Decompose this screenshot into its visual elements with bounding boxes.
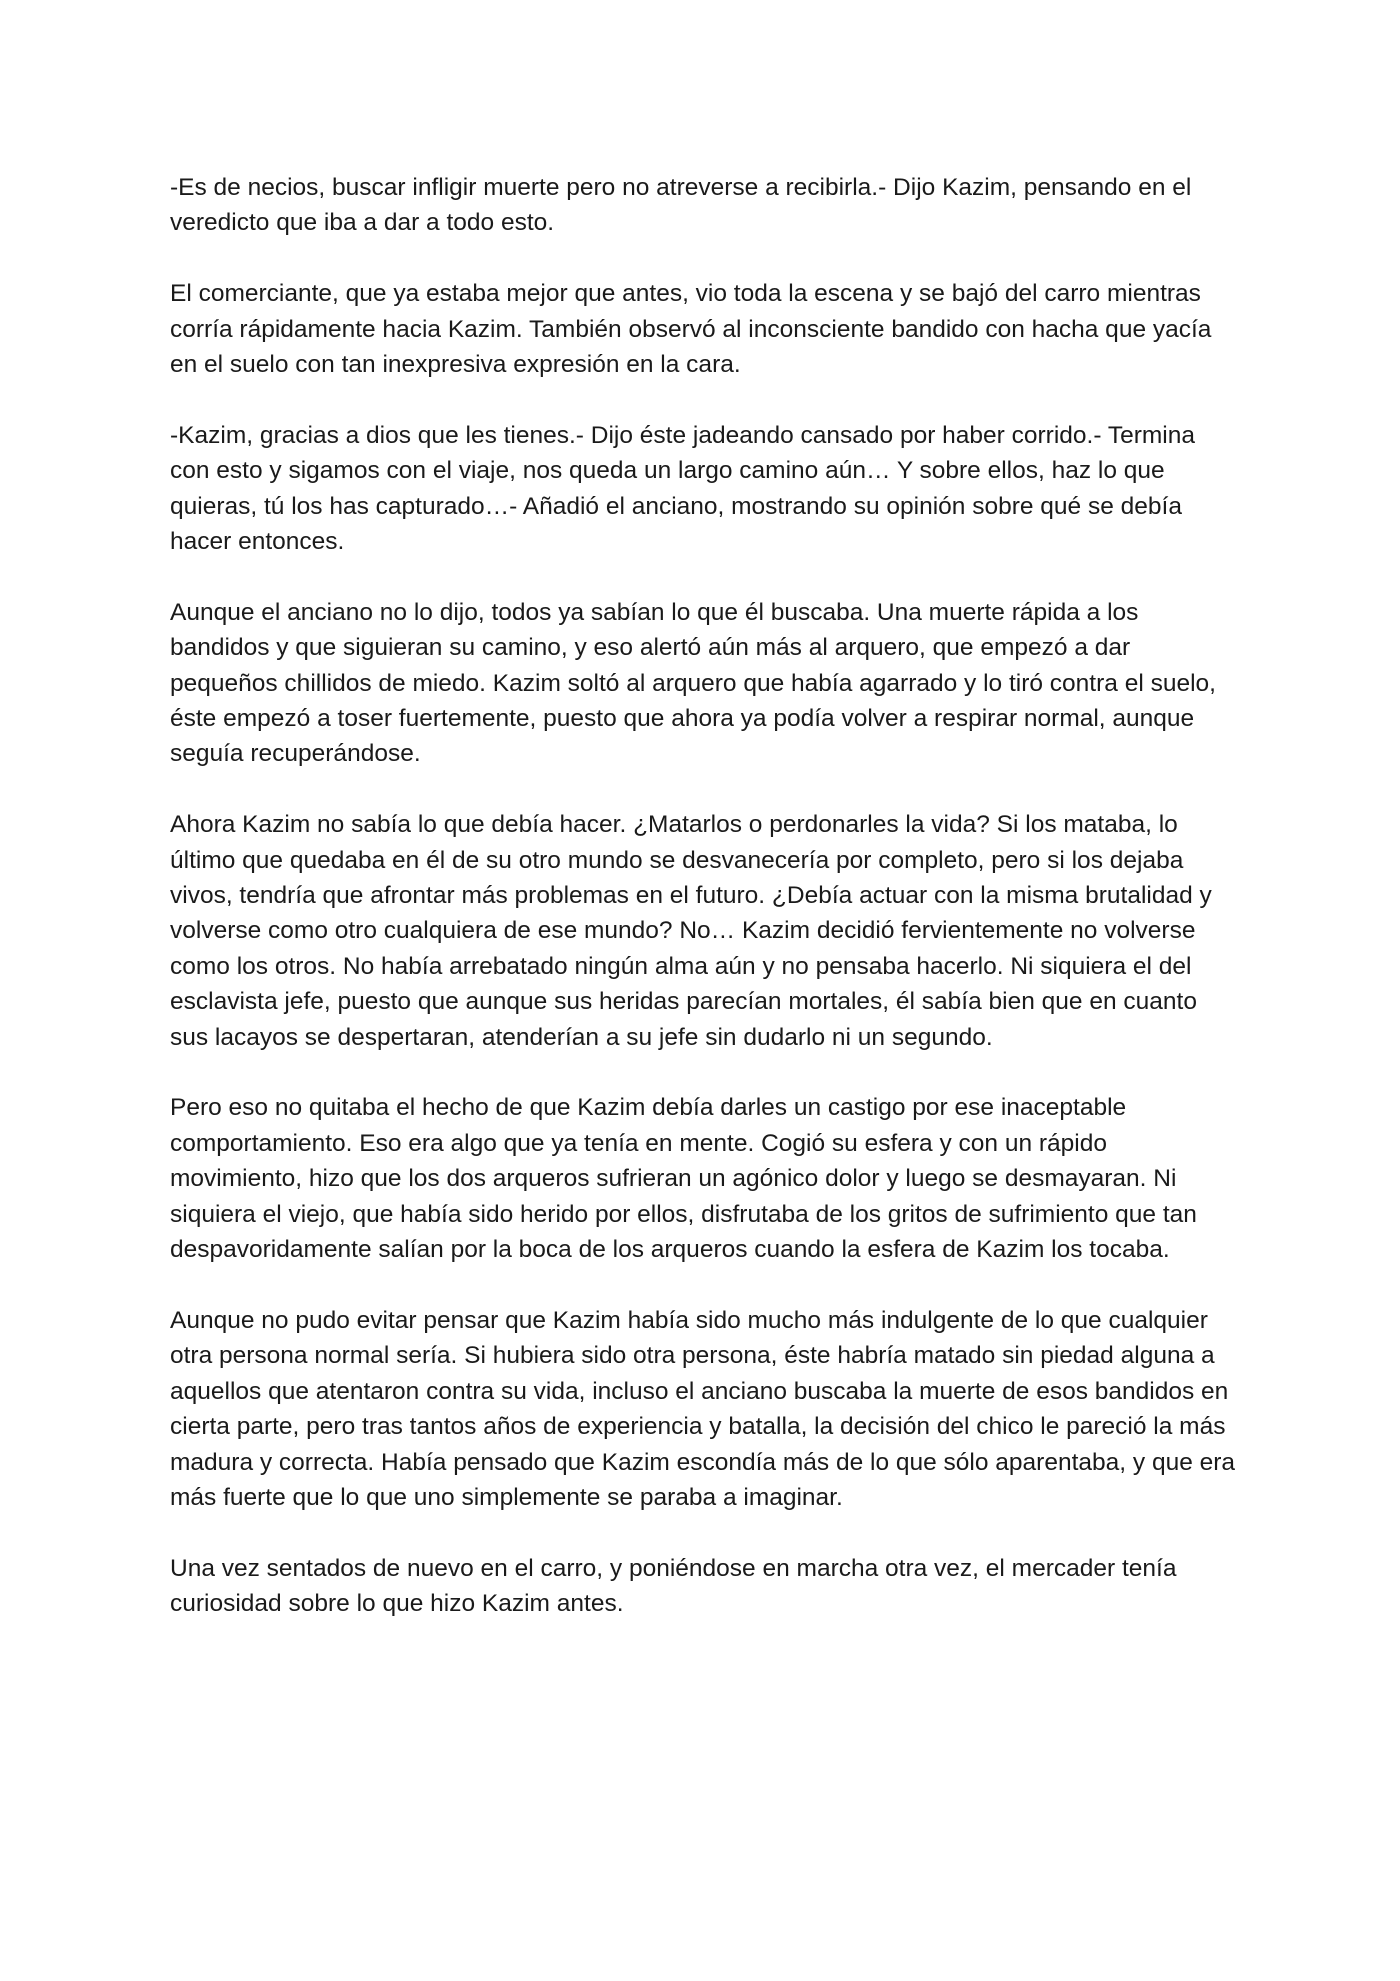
paragraph-2: El comerciante, que ya estaba mejor que antes, vio toda la escena y se bajó del carro mientras corría rápidamente hacia Kazim. También observó al inconsciente bandido con hacha que yacía en el suelo con tan inexpresiva expresión en la cara.: [170, 280, 1212, 379]
paragraph-6: Pero eso no quitaba el hecho de que Kazim debía darles un castigo por ese inaceptable comportamiento. Eso era algo que ya tenía en mente. Cogió su esfera y con un rápido movimiento, hizo que los dos arqueros sufrieran un agónico dolor y luego se desmayaran. Ni siquiera el viejo, que había sido herido por ellos, disfrutaba de los gritos de sufrimiento que tan despavoridamente salían por la boca de los arqueros cuando la esfera de Kazim los tocaba.: [170, 1094, 1197, 1264]
paragraph-5: Ahora Kazim no sabía lo que debía hacer. ¿Matarlos o perdonarles la vida? Si los mataba, lo último que quedaba en él de su otro mundo se desvanecería por completo, pero si los dejaba vivos, tendría que afrontar más problemas en el futuro. ¿Debía actuar con la misma brutalidad y volverse como otro cualquiera de ese mundo? No… Kazim decidió fervientemente no volverse como los otros. No había arrebatado ningún alma aún y no pensaba hacerlo. Ni siquiera el del esclavista jefe, puesto que aunque sus heridas parecían mortales, él sabía bien que en cuanto sus lacayos se despertaran, atenderían a su jefe sin dudarlo ni un segundo.: [170, 811, 1212, 1051]
paragraph-7: Aunque no pudo evitar pensar que Kazim había sido mucho más indulgente de lo que cualquier otra persona normal sería. Si hubiera sido otra persona, éste habría matado sin piedad alguna a aquellos que atentaron contra su vida, incluso el anciano buscaba la muerte de esos bandidos en cierta parte, pero tras tantos años de experiencia y batalla, la decisión del chico le pareció la más madura y correcta. Había pensado que Kazim escondía más de lo que sólo aparentaba, y que era más fuerte que lo que uno simplemente se paraba a imaginar.: [170, 1306, 1236, 1511]
paragraph-4: Aunque el anciano no lo dijo, todos ya sabían lo que él buscaba. Una muerte rápida a los bandidos y que siguieran su camino, y eso alertó aún más al arquero, que empezó a dar pequeños chillidos de miedo. Kazim soltó al arquero que había agarrado y lo tiró contra el suelo, éste empezó a toser fuertemente, puesto que ahora ya podía volver a respirar normal, aunque seguía recuperándose.: [170, 598, 1216, 768]
paragraph-8: Una vez sentados de nuevo en el carro, y poniéndose en marcha otra vez, el mercader tenía curiosidad sobre lo que hizo Kazim antes.: [170, 1554, 1177, 1618]
document-body: [170, 170, 1240, 1622]
paragraph-1: -Es de necios, buscar infligir muerte pero no atreverse a recibirla.- Dijo Kazim, pensando en el veredicto que iba a dar a todo esto.: [170, 174, 1192, 237]
paragraph-3: -Kazim, gracias a dios que les tienes.- Dijo éste jadeando cansado por haber corrido.- Termina con esto y sigamos con el viaje, nos queda un largo camino aún… Y sobre ellos, haz lo que quieras, tú los has capturado…- Añadió el anciano, mostrando su opinión sobre qué se debía hacer entonces.: [170, 421, 1196, 556]
